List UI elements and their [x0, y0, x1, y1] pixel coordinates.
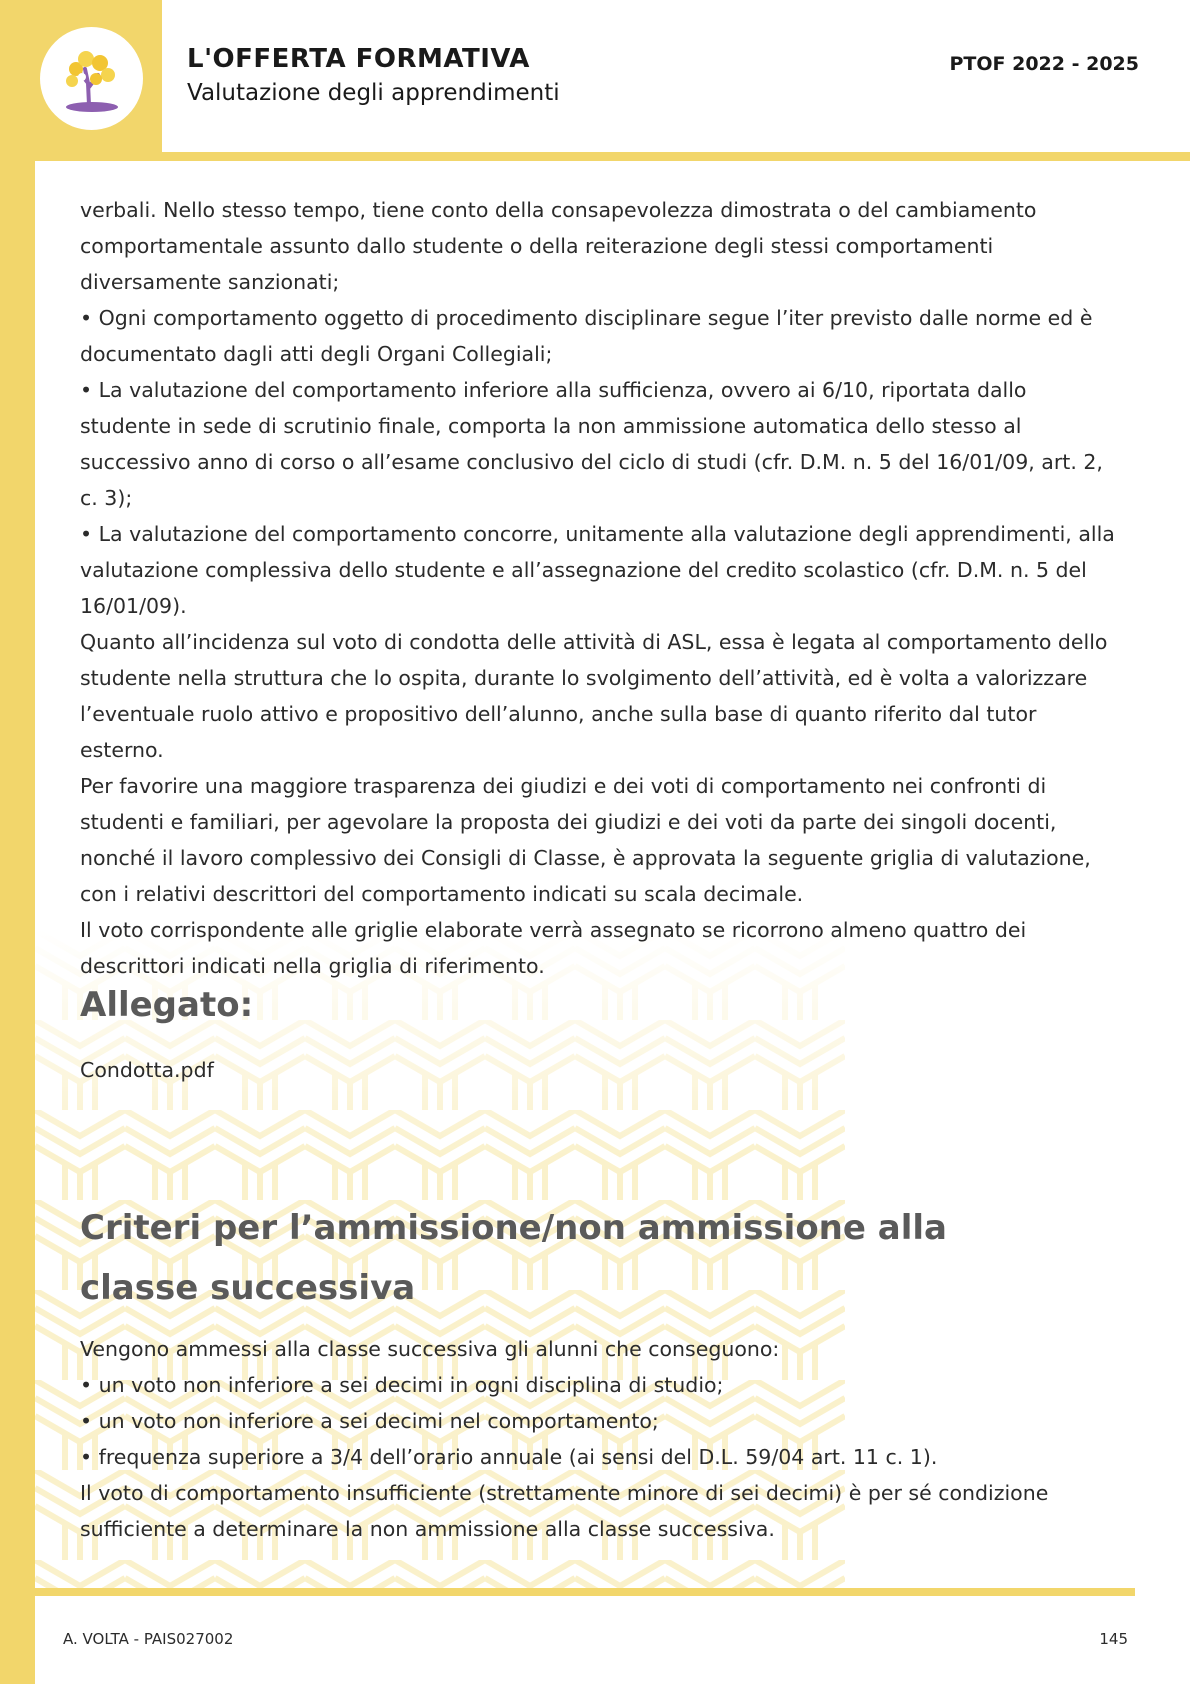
criteria-body — [80, 1331, 1120, 1547]
body-text — [80, 192, 1120, 984]
attachment-heading: Allegato: — [80, 985, 254, 1025]
criteria-paragraph: Il voto di comportamento insufficiente (strettamente minore di sei decimi) è per sé condizione sufficiente a determinare la non ammissione alla classe successiva. — [80, 1481, 1049, 1541]
footer-school-code: A. VOLTA - PAIS027002 — [63, 1630, 234, 1648]
body-paragraph: Il voto corrispondente alle griglie elaborate verrà assegnato se ricorrono almeno quattro dei descrittori indicati nella griglia di riferimento. — [80, 918, 1027, 978]
body-paragraph: • La valutazione del comportamento inferiore alla sufficienza, ovvero ai 6/10, riportata dallo studente in sede di scrutinio finale, comporta la non ammissione automatica dello stesso al successivo anno di corso o all’esame conclusivo del ciclo di studi (cfr. D.M. n. 5 del 16/01/09, art. 2, c. 3); — [80, 378, 1103, 510]
body-paragraph: Per favorire una maggiore trasparenza dei giudizi e dei voti di comportamento nei confronti di studenti e familiari, per agevolare la proposta dei giudizi e dei voti da parte dei singoli docenti, nonché il lavoro complessivo dei Consigli di Classe, è approvata la seguente griglia di valutazione, con i relativi descrittori del comportamento indicati su scala decimale. — [80, 774, 1091, 906]
page-number: 145 — [1099, 1630, 1128, 1648]
section-subtitle: Valutazione degli apprendimenti — [187, 80, 560, 106]
criteria-paragraph: Vengono ammessi alla classe successiva gli alunni che conseguono: — [80, 1337, 780, 1361]
section-title: L'OFFERTA FORMATIVA — [187, 44, 530, 74]
ptof-label: PTOF 2022 - 2025 — [949, 53, 1139, 75]
criteria-paragraph: • frequenza superiore a 3/4 dell’orario annuale (ai sensi del D.L. 59/04 art. 11 c. 1). — [80, 1445, 938, 1469]
body-paragraph: verbali. Nello stesso tempo, tiene conto della consapevolezza dimostrata o del cambiamento comportamentale assunto dallo studente o della reiterazione degli stessi comportamenti diversamente sanzionati; — [80, 198, 1037, 294]
body-paragraph: • La valutazione del comportamento concorre, unitamente alla valutazione degli apprendimenti, alla valutazione complessiva dello studente e all’assegnazione del credito scolastico (cfr. D.M. n. 5 del 16/01/09). — [80, 522, 1115, 618]
criteria-heading: Criteri per l’ammissione/non ammissione alla classe successiva — [80, 1208, 947, 1308]
attachment-file-link[interactable]: Condotta.pdf — [80, 1058, 214, 1082]
header-divider — [35, 152, 1190, 161]
criteria-paragraph: • un voto non inferiore a sei decimi nel comportamento; — [80, 1409, 659, 1433]
body-paragraph: Quanto all’incidenza sul voto di condotta delle attività di ASL, essa è legata al comportamento dello studente nella struttura che lo ospita, durante lo svolgimento dell’attività, ed è volta a valorizzare l’eventuale ruolo attivo e propositivo dell’alunno, anche sulla base di quanto riferito dal tutor esterno. — [80, 630, 1108, 762]
tree-logo-icon — [52, 39, 132, 119]
left-accent-band — [0, 0, 35, 1684]
school-logo — [40, 27, 143, 130]
footer-divider — [35, 1588, 1135, 1596]
criteria-paragraph: • un voto non inferiore a sei decimi in ogni disciplina di studio; — [80, 1373, 724, 1397]
body-paragraph: • Ogni comportamento oggetto di procedimento disciplinare segue l’iter previsto dalle norme ed è documentato dagli atti degli Organi Collegiali; — [80, 306, 1093, 366]
